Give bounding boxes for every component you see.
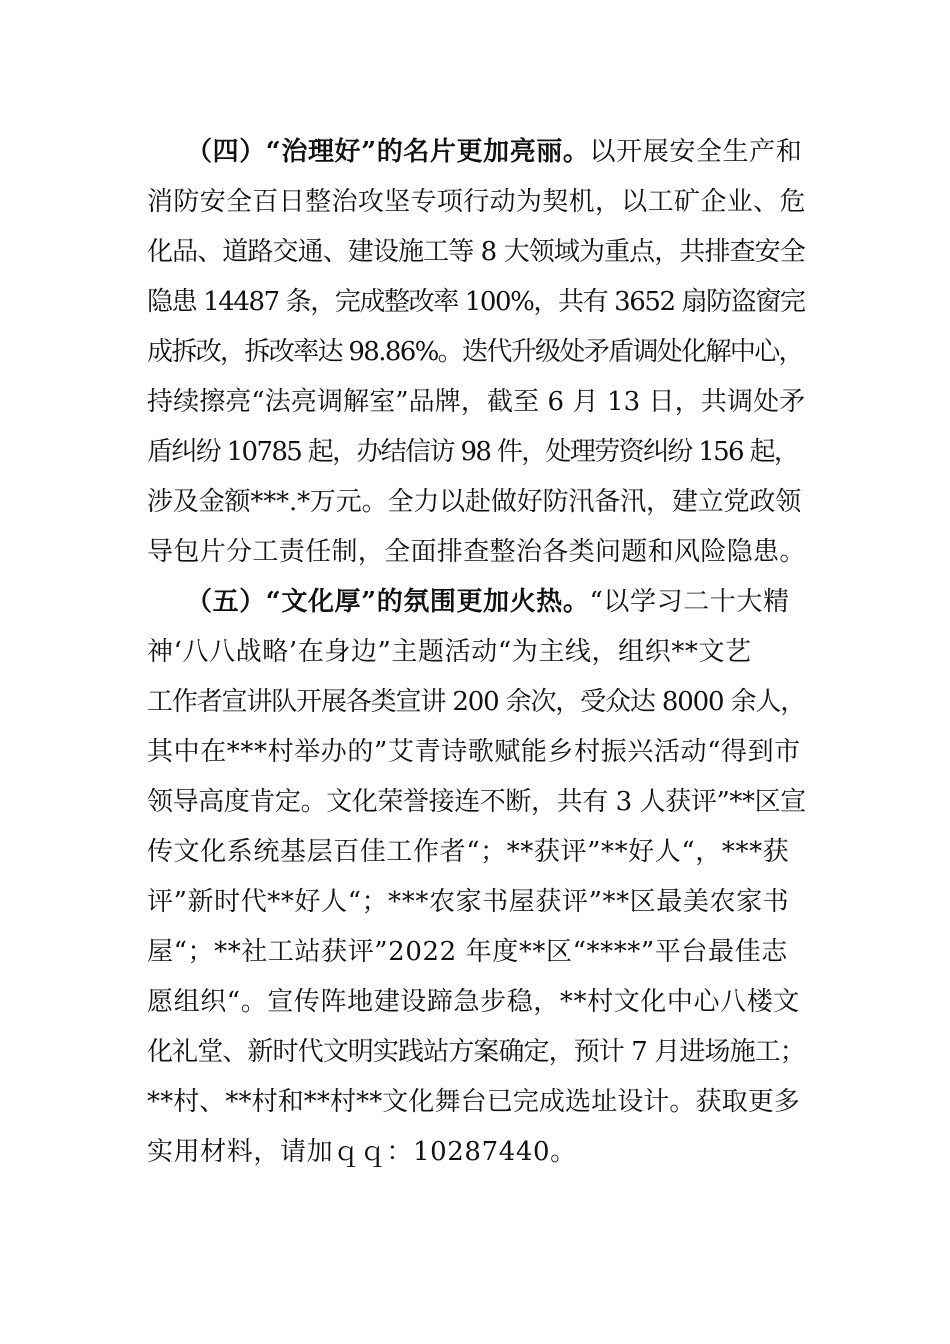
paragraph-5-line-10: 化礼堂、新时代文明实践站方案确定，预计 7 月进场施工； [147,1037,805,1067]
paragraph-4-line-9: 导包片分工责任制，全面排查整治各类问题和风险隐患。 [147,537,806,567]
paragraph-5-line-5: 领导高度肯定。文化荣誉接连不断，共有 3 人获评”**区宣 [147,787,806,817]
paragraph-5-line-8: 屋“；**社工站获评”2022 年度**区“****”平台最佳志 [147,937,788,967]
paragraph-5-line-11: **村、**村和**村**文化舞台已完成选址设计。获取更多 [147,1087,800,1117]
paragraph-5-line-6: 传文化系统基层百佳工作者“；**获评”**好人“，***获 [147,837,790,867]
paragraph-4-line-6: 持续擦亮“法亮调解室”品牌，截至 6 月 13 日，共调处矛 [147,387,806,417]
paragraph-4-line-2: 消防安全百日整治攻坚专项行动为契机，以工矿企业、危 [147,187,806,217]
section-heading-5: （五）“文化厚”的氛围更加火热。 [186,587,590,617]
paragraph-5-line-1 [186,582,790,622]
paragraph-5-line-2: 神‘八八战略’在身边”主题活动“为主线，组织**文艺 [147,637,752,667]
paragraph-4-line-7: 盾纠纷 10785 起，办结信访 98 件，处理劳资纠纷 156 起， [147,437,799,467]
paragraph-4-line-3: 化品、道路交通、建设施工等 8 大领域为重点，共排查安全 [147,237,805,267]
paragraph-text: “以学习二十大精 [589,587,790,617]
section-heading-4: （四）“治理好”的名片更加亮丽。 [186,137,590,167]
paragraph-5-line-9: 愿组织“。宣传阵地建设蹄急步稳，**村文化中心八楼文 [147,987,800,1017]
paragraph-4-line-5: 成拆改，拆改率达 98.86%。迭代升级处矛盾调处化解中心， [147,337,803,367]
paragraph-5-line-12: 实用材料，请加ｑｑ：10287440。 [147,1137,577,1167]
paragraph-4-line-4: 隐患 14487 条，完成整改率 100%，共有 3652 扇防盗窗完 [147,287,805,317]
paragraph-text: 以开展安全生产和 [589,137,803,167]
paragraph-4-line-8: 涉及金额***.*万元。全力以赴做好防汛备汛，建立党政领 [147,487,802,517]
paragraph-4-line-1 [186,132,802,172]
paragraph-5-line-7: 评”新时代**好人“；***农家书屋获评”**区最美农家书 [147,887,790,917]
paragraph-5-line-4: 其中在***村举办的”艾青诗歌赋能乡村振兴活动“得到市 [147,737,801,767]
paragraph-5-line-3: 工作者宣讲队开展各类宣讲 200 余次，受众达 8000 余人， [147,687,806,717]
